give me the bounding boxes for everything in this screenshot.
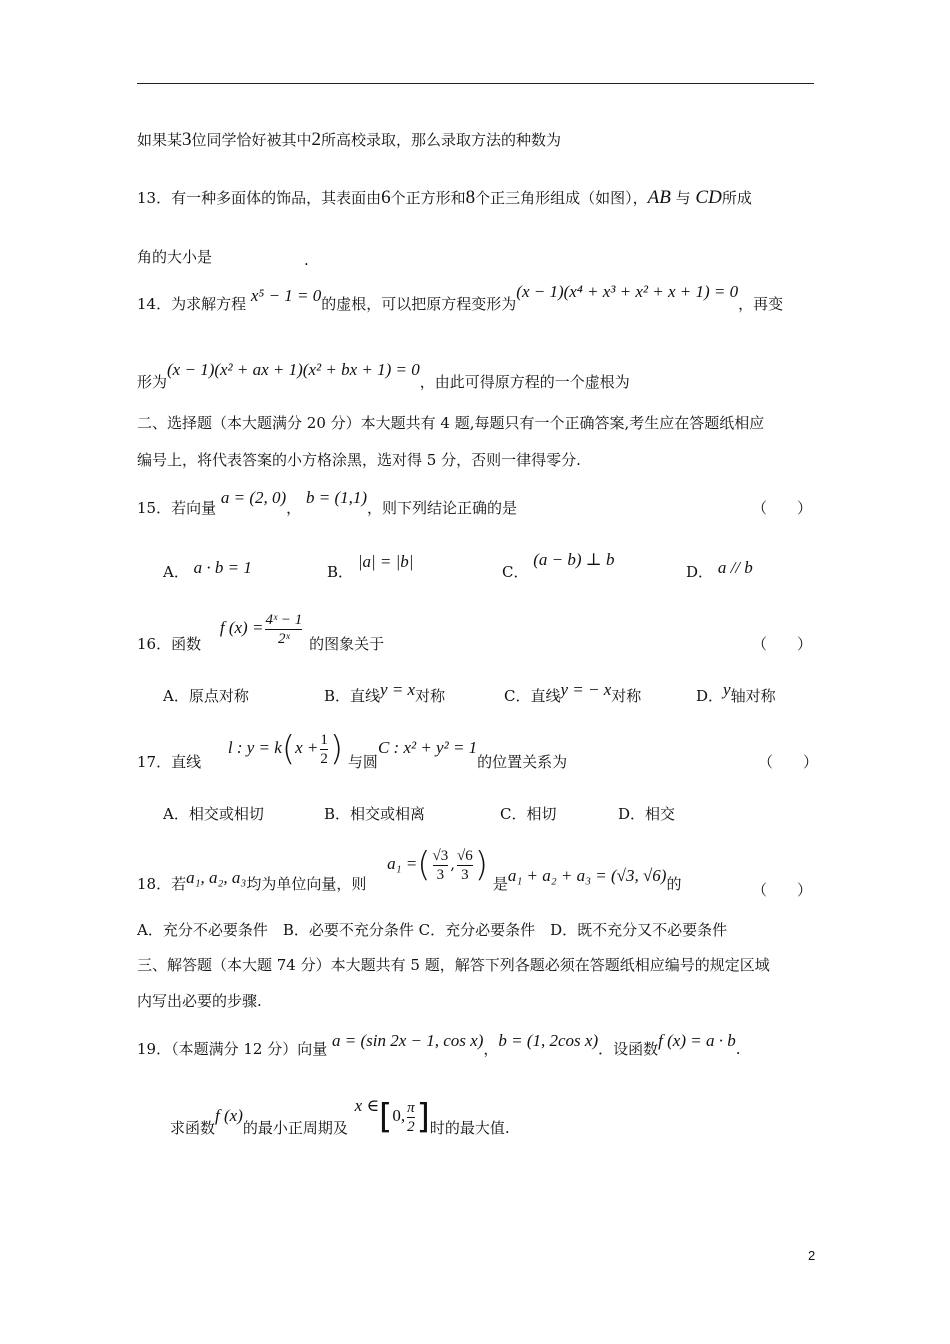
- segment-cd: CD: [695, 187, 722, 208]
- denominator: 2ˣ: [265, 629, 302, 648]
- question-19-line2: [170, 1086, 510, 1147]
- text: 形为: [137, 373, 168, 391]
- text: 求函数: [170, 1119, 216, 1137]
- text: ，再变: [738, 295, 784, 313]
- text: ，由此可得原方程的一个虚根为: [419, 373, 630, 391]
- text: 均为单位向量，则: [246, 875, 367, 893]
- fraction: [265, 611, 302, 648]
- q16-answer-bracket: [752, 634, 812, 654]
- text: 的最小正周期及: [242, 1119, 348, 1137]
- denominator: 2: [407, 1118, 415, 1135]
- text: ，: [483, 1040, 499, 1058]
- text: ，: [286, 499, 302, 517]
- numerator: 1: [320, 731, 328, 748]
- q18-answer-bracket: [752, 880, 812, 900]
- number: 6: [381, 187, 391, 208]
- text: 编号上，将代表答案的小方格涂黑，选对得 5 分，否则一律得零分.: [137, 451, 581, 469]
- q15-answer-bracket: [752, 498, 812, 518]
- equation: (a − b) ⊥ b: [533, 550, 615, 569]
- text: 所高校录取，那么录取方法的种数为: [321, 131, 562, 149]
- text: B．直线: [324, 687, 381, 705]
- question-15: [137, 488, 518, 518]
- text: 个正三角形组成（如图），: [475, 189, 648, 207]
- vectors: a₁, a₂, a₃: [186, 868, 247, 887]
- text: 19．（本题满分 12 分）向量: [137, 1040, 328, 1058]
- equation: a₁ =: [387, 854, 418, 873]
- equation: 0,: [392, 1106, 406, 1125]
- text: A．充分不必要条件 B．必要不充分条件 C．充分必要条件 D．既不充分又不必要条件: [137, 921, 728, 939]
- question-14: [137, 282, 784, 314]
- equation: x⁵ − 1 = 0: [250, 286, 322, 305]
- equation: a₁ + a₂ + a₃ = (√3, √6): [507, 866, 667, 885]
- function-f: f (x): [215, 1106, 243, 1125]
- question-19: [137, 1031, 741, 1059]
- text: 三、解答题（本大题 74 分）本大题共有 5 题，解答下列各题必须在答题纸相应编号的规定区域: [137, 956, 770, 974]
- text: A．原点对称: [163, 687, 249, 705]
- numerator: √6: [457, 847, 473, 864]
- text: 的位置关系为: [477, 753, 568, 771]
- equation: a · b = 1: [193, 558, 252, 577]
- text: D．相交: [618, 805, 676, 823]
- text: 如果某: [137, 131, 183, 149]
- text: 角的大小是: [137, 248, 213, 266]
- q12-tail: [137, 130, 561, 150]
- number: 8: [465, 187, 476, 208]
- equation: y = − x: [560, 680, 612, 699]
- equation: f (x) = a · b: [658, 1031, 736, 1050]
- equation: x +: [295, 738, 319, 757]
- text: 13．有一种多面体的饰品，其表面由: [137, 189, 382, 207]
- text: 与: [675, 189, 691, 207]
- q16-option-a: [163, 685, 249, 706]
- number: 2: [311, 129, 322, 150]
- section-3-line1: [137, 955, 770, 975]
- text: 18．若: [137, 875, 187, 893]
- option-label: C．: [502, 563, 529, 581]
- text: （ ）: [752, 635, 813, 653]
- question-17: [137, 716, 567, 781]
- numerator: √3: [432, 847, 449, 864]
- text: 14．为求解方程: [137, 295, 247, 313]
- equation: a = (2, 0): [220, 488, 287, 507]
- left-paren: (: [417, 845, 431, 885]
- q15-option-c: [502, 550, 615, 582]
- equation: l : y = k: [227, 738, 282, 757]
- q17-option-d: [618, 803, 675, 824]
- segment-ab: AB: [647, 187, 671, 208]
- question-14-line2: [137, 360, 630, 392]
- section-2-line1: [137, 413, 764, 433]
- numerator: π: [407, 1099, 415, 1116]
- text: 位同学恰好被其中: [191, 131, 312, 149]
- section-3-line2: [137, 991, 262, 1011]
- equation: C : x² + y² = 1: [377, 738, 478, 757]
- option-label: B．: [327, 563, 354, 581]
- text: 的虚根，可以把原方程变形为: [321, 295, 517, 313]
- text: 对称: [415, 687, 446, 705]
- text: 的图象关于: [309, 635, 385, 653]
- text: ，则下列结论正确的是: [367, 499, 518, 517]
- text: C．相切: [500, 805, 557, 823]
- question-13-line2: [137, 247, 212, 267]
- q16-option-c: [504, 680, 642, 706]
- text: .: [304, 251, 309, 269]
- equation: b = (1,1): [305, 488, 368, 507]
- text: 对称: [611, 687, 642, 705]
- q17-option-c: [500, 803, 556, 824]
- text: A．相交或相切: [163, 805, 264, 823]
- question-13: [137, 188, 752, 208]
- section-2-line2: [137, 450, 581, 470]
- text: .: [735, 1040, 741, 1058]
- page-number: 2: [808, 1248, 816, 1263]
- q17-option-a: [163, 803, 264, 824]
- fraction: [457, 847, 473, 884]
- text: 轴对称: [730, 687, 776, 705]
- equation: y: [723, 680, 731, 699]
- option-label: D．: [686, 563, 714, 581]
- equation: (x − 1)(x⁴ + x³ + x² + x + 1) = 0: [516, 282, 739, 301]
- question-16: [137, 598, 384, 658]
- q17-option-b: [324, 803, 425, 824]
- text: ．设函数: [598, 1040, 659, 1058]
- equation: |a| = |b|: [357, 552, 414, 571]
- option-label: A．: [163, 563, 189, 581]
- text: 所成: [721, 189, 752, 207]
- equation: x ∈: [354, 1096, 380, 1115]
- blank-end-dot: [304, 250, 309, 270]
- text: 内写出必要的步骤.: [137, 992, 262, 1010]
- text: 个正方形和: [390, 189, 466, 207]
- fraction: [407, 1099, 415, 1136]
- denominator: 3: [433, 865, 449, 884]
- q17-answer-bracket: [758, 752, 818, 772]
- fraction: [320, 731, 328, 768]
- equation: a = (sin 2x − 1, cos x): [332, 1031, 484, 1050]
- left-paren: (: [281, 729, 296, 769]
- text: 与圆: [347, 753, 378, 771]
- text: 16．函数: [137, 635, 202, 653]
- text: 15．若向量: [137, 499, 217, 517]
- q18-options: [137, 920, 727, 940]
- header-rule: [137, 83, 814, 84]
- denominator: 2: [320, 750, 328, 767]
- number: 3: [182, 129, 192, 150]
- right-bracket: ]: [416, 1097, 430, 1137]
- text: 时的最大值.: [429, 1119, 510, 1137]
- left-bracket: [: [379, 1097, 393, 1137]
- text: （ ）: [758, 753, 819, 771]
- text: 二、选择题（本大题满分 20 分）本大题共有 4 题,每题只有一个正确答案,考生应在答题纸相应: [137, 414, 765, 432]
- equation: (x − 1)(x² + ax + 1)(x² + bx + 1) = 0: [167, 360, 420, 379]
- q15-option-a: [163, 558, 252, 582]
- fraction: [433, 847, 449, 884]
- text: B．相交或相离: [324, 805, 426, 823]
- equation: a // b: [717, 558, 753, 577]
- text: C．直线: [504, 687, 561, 705]
- text: （ ）: [752, 499, 813, 517]
- numerator: 4ˣ − 1: [265, 611, 303, 628]
- q15-option-b: [327, 552, 414, 582]
- equation: y = x: [380, 680, 416, 699]
- text: 是: [492, 875, 508, 893]
- q15-option-d: [686, 558, 753, 582]
- q16-option-d: [696, 680, 776, 706]
- q16-option-b: [324, 680, 446, 706]
- function-f: f (x) =: [219, 618, 264, 637]
- right-paren: ): [329, 729, 344, 769]
- text: 的: [666, 875, 682, 893]
- text: （ ）: [752, 881, 813, 899]
- question-18: 18．若a₁, a₂, a₃均为单位向量，则 a₁ =( $\frac{√3}{3}$ , $\frac{√6}{3}$ ) 是a₁ + a₂ + a₃ = (√3, √6)的: [137, 845, 682, 893]
- denominator: 3: [457, 865, 473, 884]
- right-paren: ): [474, 845, 489, 885]
- text: D．: [696, 687, 724, 705]
- text: 17．直线: [137, 753, 202, 771]
- equation: b = (1, 2cos x): [498, 1031, 599, 1050]
